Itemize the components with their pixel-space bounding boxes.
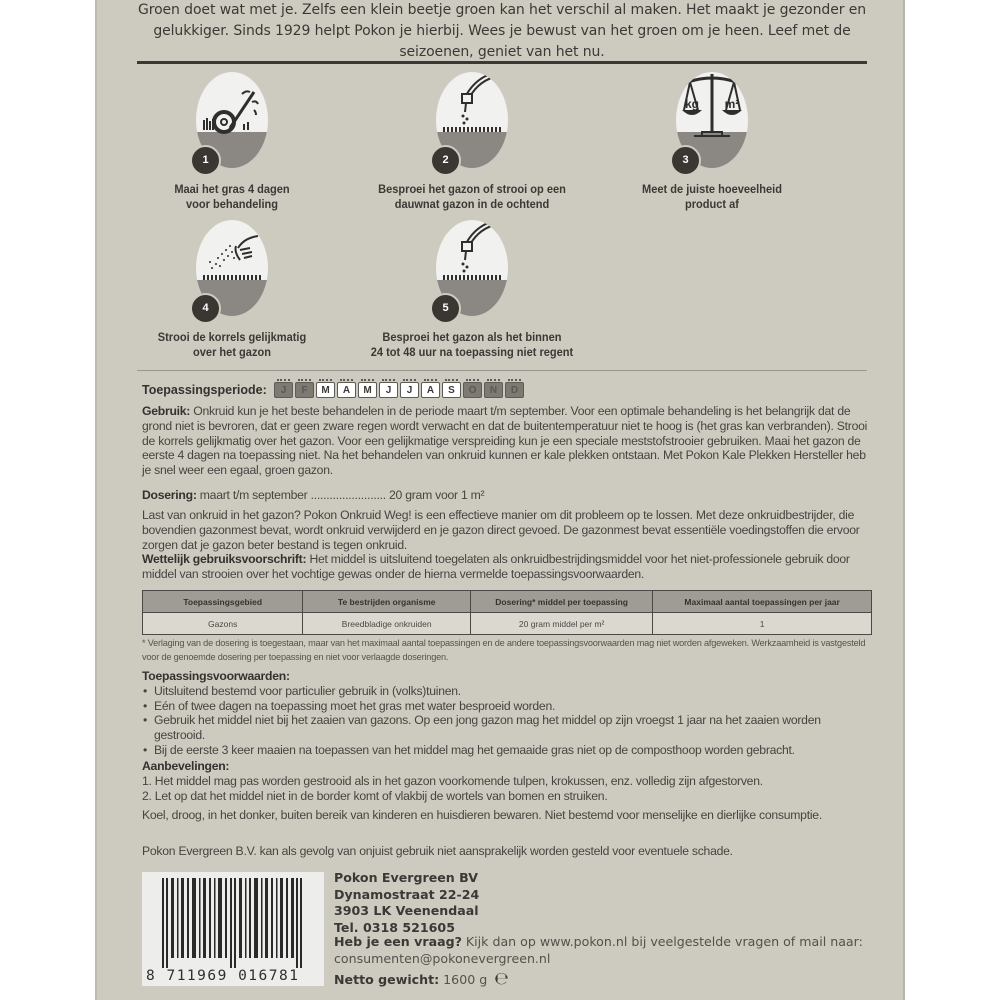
condition-item: • Bij de eerste 3 keer maaien na toepassen van het middel mag het gemaaide gras niet op de composthoop worden gebracht.: [154, 743, 872, 758]
barcode-bars-icon: [162, 878, 312, 968]
month-cell: O: [463, 382, 482, 398]
company-phone: Tel. 0318 521605: [334, 919, 455, 935]
step-number-badge: 4: [190, 293, 221, 324]
company-street: Dynamostraat 22-24: [334, 886, 480, 902]
legal-label: Wettelijk gebruiksvoorschrift:: [142, 552, 307, 566]
condition-item: • Eén of twee dagen na toepassing moet het gras met water besproeid worden.: [154, 699, 872, 714]
table-header: Maximaal aantal toepassingen per jaar: [653, 591, 872, 613]
application-table: [142, 590, 872, 635]
step-2: [352, 72, 592, 212]
month-cell: J: [379, 382, 398, 398]
step-caption: Strooi de korrels gelijkmatig: [157, 330, 307, 344]
conditions-section: [142, 669, 872, 758]
divider: [137, 370, 867, 371]
recommendation-item: 2. Let op dat het middel niet in de border komt of vlakbij de wortels van bomen en struiken.: [142, 788, 608, 803]
step-number-badge: 3: [670, 145, 701, 176]
table-header: Dosering* middel per toepassing: [471, 591, 653, 613]
step-caption: Meet de juiste hoeveelheid: [642, 182, 782, 196]
step-3: [592, 72, 832, 212]
month-cell: M: [316, 382, 335, 398]
step-caption: product af: [685, 197, 739, 211]
table-header: Te bestrijden organisme: [303, 591, 471, 613]
intro-text: Groen doet wat met je. Zelfs een klein beetje groen kan het verschil al maken. Het maakt je gezonder en gelukkiger. Sinds 1929 helpt Pokon je hierbij. Wees je bewust van het groen om je heen. Leef met de seizoenen, geniet van het nu.: [137, 2, 867, 60]
usage-section: [142, 404, 872, 478]
dosage-amount: 20 gram voor 1 m²: [389, 488, 485, 502]
table-cell: 20 gram middel per m²: [471, 613, 653, 635]
table-cell: Gazons: [143, 613, 303, 635]
step-caption: dauwnat gazon in de ochtend: [394, 197, 550, 211]
step-4: [112, 220, 352, 360]
table-cell: 1: [653, 613, 872, 635]
step-5: [352, 220, 592, 360]
table-header: Toepassingsgebied: [143, 591, 303, 613]
month-cell: A: [337, 382, 356, 398]
month-cell: F: [295, 382, 314, 398]
conditions-label: Toepassingsvoorwaarden:: [142, 669, 290, 683]
step-caption: Besproei het gazon als het binnen: [382, 330, 562, 344]
month-cell: A: [421, 382, 440, 398]
company-city: 3903 LK Veenendaal: [334, 903, 479, 918]
step-caption: Maai het gras 4 dagen: [174, 182, 290, 196]
table-row: [143, 613, 872, 635]
step-number-badge: 5: [430, 293, 461, 324]
company-address: [334, 870, 479, 936]
divider: [137, 61, 867, 64]
step-caption: over het gazon: [193, 345, 271, 359]
barcode: [142, 872, 324, 986]
net-weight: [334, 969, 509, 989]
legal-text: Het middel is uitsluitend toegelaten als onkruidbestrijdingsmiddel voor het niet-professionele gebruik door middel van strooien over het vochtige gewas onder de hierna vermelde toepassingsvoorwaarden.: [142, 552, 850, 581]
condition-item: • Gebruik het middel niet bij het zaaien van gazons. Op een jong gazon mag het middel op zijn vroegst 1 jaar na het zaaien worden gestrooid.: [154, 713, 872, 743]
company-name: Pokon Evergreen BV: [334, 870, 478, 885]
table-footnote: * Verlaging van de dosering is toegestaan, maar van het maximaal aantal toepassingen en de andere toepassingsvoorwaarden mag niet worden afgeweken. Werkzaamheid is vastgesteld voor de genoemde dosering per toepassing en niet voor verlaagde doseringen.: [142, 638, 866, 662]
svg-text:kg: kg: [684, 97, 700, 111]
month-calendar: [274, 382, 526, 398]
step-caption: Besproei het gazon of strooi op een: [378, 182, 566, 196]
usage-label: Gebruik:: [142, 404, 191, 418]
condition-item: • Uitsluitend bestemd voor particulier gebruik in (volks)tuinen.: [154, 684, 872, 699]
storage-text: Koel, droog, in het donker, buiten bereik van kinderen en huisdieren bewaren. Niet bestemd voor menselijke en dierlijke consumptie.: [142, 808, 822, 822]
contact-info: [334, 934, 894, 967]
product-description: Last van onkruid in het gazon? Pokon Onkruid Weg! is een effectieve manier om dit probleem op te lossen. Met deze onkruidbestrijder, die bovendien gazonmest bevat, wordt onkruid verwijderd en je gazon direct gevoed. De gazonmest bevat essentiële voedingstoffen die ervoor zorgen dat je gazon beter bestand is tegen onkruid.: [142, 508, 860, 552]
contact-label: Heb je een vraag?: [334, 934, 462, 949]
estimated-sign-icon: ℮: [494, 969, 509, 989]
recommendations-section: [142, 759, 872, 803]
step-caption: voor behandeling: [185, 197, 278, 211]
table-cell: Breedbladige onkruiden: [303, 613, 471, 635]
step-caption: 24 tot 48 uur na toepassing niet regent: [370, 345, 574, 359]
dosage-label: Dosering:: [142, 488, 197, 502]
step-1: [112, 72, 352, 212]
month-cell: N: [484, 382, 503, 398]
month-cell: M: [358, 382, 377, 398]
legal-section: [142, 552, 872, 582]
step-number-badge: 1: [190, 145, 221, 176]
barcode-digits: 8 711969 016781: [146, 968, 300, 984]
month-cell: D: [505, 382, 524, 398]
recommendations-label: Aanbevelingen:: [142, 759, 230, 773]
contact-text: Kijk dan op www.pokon.nl bij veelgestelde vragen of mail naar: consumenten@pokonevergreen.nl: [334, 934, 863, 966]
application-period: [142, 382, 526, 398]
liability-text: Pokon Evergreen B.V. kan als gevolg van onjuist gebruik niet aansprakelijk worden gesteld voor eventuele schade.: [142, 844, 733, 858]
svg-text:m²: m²: [724, 97, 740, 111]
recommendation-item: 1. Het middel mag pas worden gestrooid als in het gazon voorkomende tulpen, krokussen, enz. volledig zijn afgestorven.: [142, 773, 763, 788]
dosage-period: maart t/m september: [199, 488, 308, 502]
application-period-label: Toepassingsperiode:: [142, 383, 267, 397]
month-cell: J: [274, 382, 293, 398]
net-weight-value: 1600 g: [443, 972, 488, 987]
month-cell: J: [400, 382, 419, 398]
step-number-badge: 2: [430, 145, 461, 176]
usage-text: Onkruid kun je het beste behandelen in de periode maart t/m september. Voor een optimale behandeling is het belangrijk dat de grond niet is bevroren, dat er geen zware regen wordt verwacht en dat de buitentemperatuur niet te hoog is (het gras kan verbranden). Strooi de korrels gelijkmatig over het gazon. Voor een gelijkmatige verspreiding kun je een speciale meststofstrooier gebruiken. Maai het gazon de eerste 4 dagen na toepassing niet. Na het behandelen van onkruid kunnen er kale plekken ontstaan. Met Pokon Kale Plekken Hersteller heb je snel weer een egaal, groen gazon.: [142, 404, 868, 478]
dosage-line: [142, 488, 872, 503]
product-label-panel: [95, 0, 905, 1000]
month-cell: S: [442, 382, 461, 398]
net-weight-label: Netto gewicht:: [334, 972, 440, 987]
dosage-dots: ........................: [310, 488, 386, 502]
